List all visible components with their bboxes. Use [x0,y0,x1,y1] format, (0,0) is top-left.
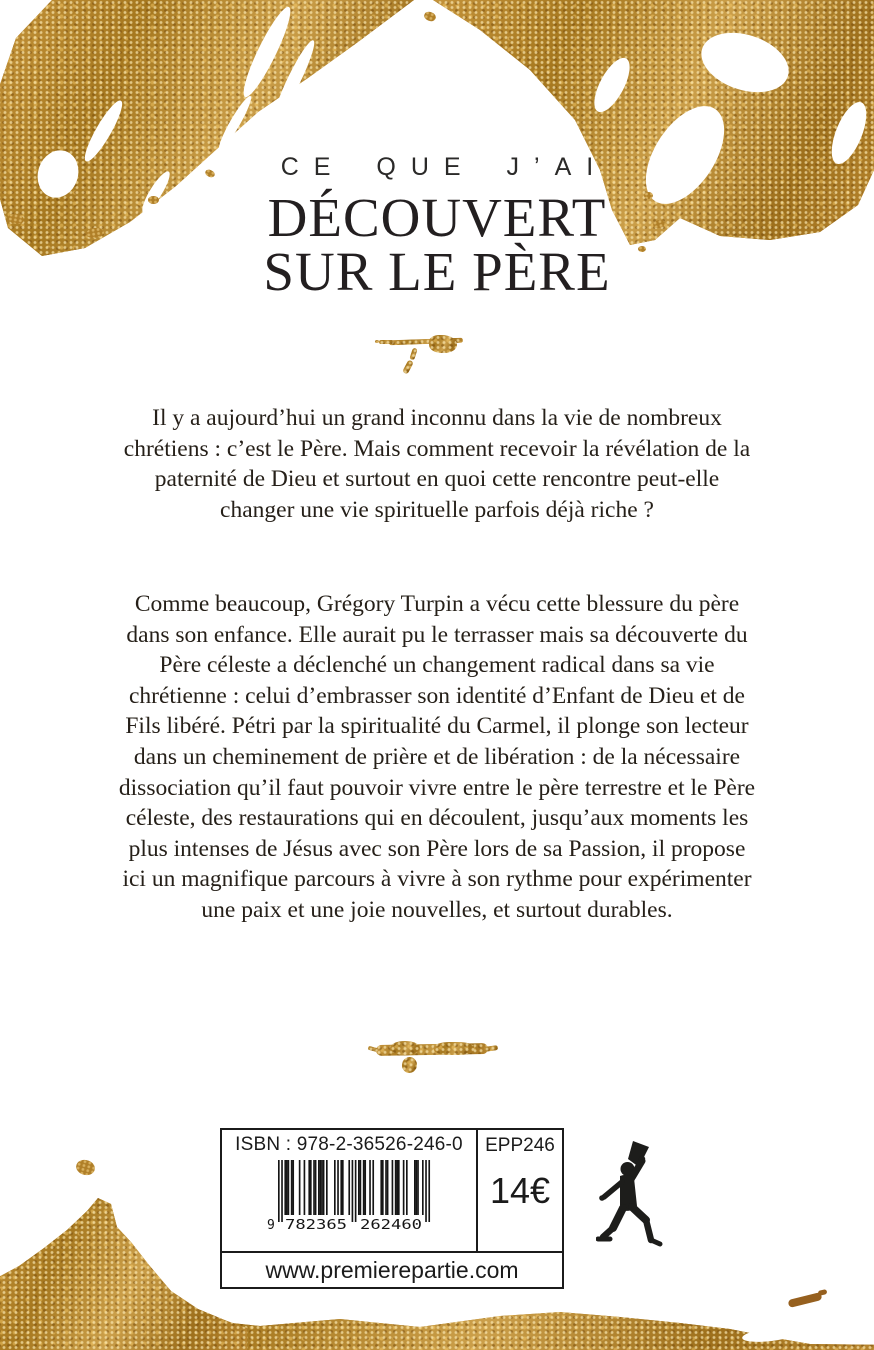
ean13-barcode [260,1160,438,1232]
smudge-blob [429,335,457,353]
svg-text:9: 9 [267,1218,275,1232]
svg-text:782365: 782365 [285,1218,347,1232]
smudge-tip [484,1045,499,1052]
gold-scratch [818,1289,828,1296]
smudge-dash [379,340,393,344]
publisher-ref-code: EPP246 [485,1135,555,1156]
smudge-blob [401,1056,419,1074]
isbn-label: ISBN : 978-2-36526-246-0 [235,1134,463,1155]
price-cell [478,1130,562,1251]
book-title-line2: SUR LE PÈRE [263,241,611,302]
publisher-logo-figure-icon [596,1140,664,1252]
smudge-chunk [390,1041,420,1055]
gold-smudge-divider-top [375,330,475,380]
gold-brushstroke-bottom-left [0,1195,247,1350]
title-block [0,153,874,302]
title-kicker: CE QUE J’AI [280,153,609,181]
gold-scratch [788,1292,823,1308]
price-label: 14€ [489,1170,551,1211]
gold-speck [423,10,437,23]
smudge-tail [409,348,417,361]
publisher-website: www.premierepartie.com [265,1257,519,1283]
svg-text:262460: 262460 [360,1218,422,1232]
smudge-chunk [434,1042,474,1055]
gold-smudge-divider-bottom [376,1040,496,1080]
synopsis-paragraph-1: Il y a aujourd’hui un grand inconnu dans la vie de nombreux chrétiens : c’est le Père. Mais comment recevoir la révélation de la paternité de Dieu et surtout en quoi cette rencontre peut-elle changer une vie spirituelle parfois déjà riche ? [123,405,751,523]
smudge-tail [402,359,414,374]
isbn-cell [222,1130,478,1251]
gold-speck [74,1158,96,1177]
barcode-panel [220,1128,564,1289]
book-title-line1: DÉCOUVERT [267,187,607,248]
synopsis-paragraph-2: Comme beaucoup, Grégory Turpin a vécu cette blessure du père dans son enfance. Elle aurait pu le terrasser mais sa découverte du Père céleste a déclenché un changement radical dans sa vie chrétienne : celui d’embrasser son identité d’Enfant de Dieu et de Fils libéré. Pétri par la spiritualité du Carmel, il plonge son lecteur dans un cheminement de prière et de libération : de la nécessaire dissociation qu’il faut pouvoir vivre entre le père terrestre et le Père céleste, des restaurations qui en découlent, jusqu’aux moments les plus intenses de Jésus avec son Père lors de sa Passion, il propose ici un magnifique parcours à vivre à son rythme pour expérimenter une paix et une joie nouvelles, et surtout durables. [118,591,756,923]
barcode-panel-top-row [222,1130,562,1253]
smudge-dot [375,340,379,343]
